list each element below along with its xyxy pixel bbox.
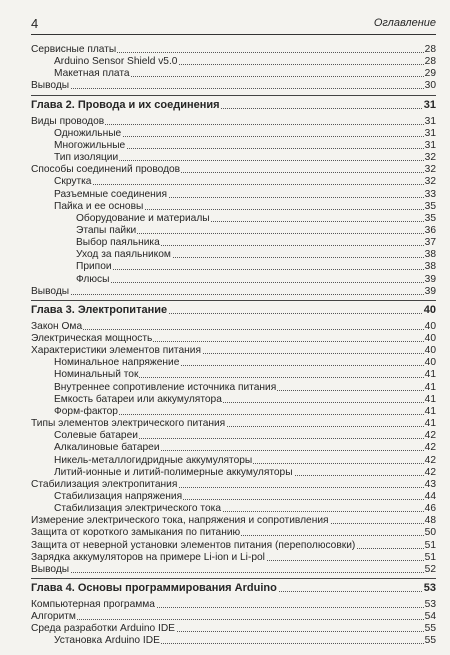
toc-leader-dots: [31, 294, 436, 295]
toc-entry-page: 52: [424, 563, 436, 575]
toc-entry: [31, 502, 436, 515]
toc-entry-title: Стабилизация электропитания: [31, 478, 178, 490]
toc-leader-dots: [31, 572, 436, 573]
toc-entry-page: 38: [424, 249, 436, 261]
toc-chapter: [31, 98, 436, 112]
toc-entry-title: Выводы: [31, 563, 70, 575]
toc-entry-page: 55: [424, 623, 436, 635]
toc-entry: [31, 417, 436, 430]
toc-entry-page: 51: [424, 551, 436, 563]
toc-entry: [31, 598, 436, 611]
toc-entry-title: Выводы: [31, 80, 70, 92]
toc-entry-title: Оборудование и материалы: [76, 212, 210, 224]
toc-entry-page: 42: [424, 466, 436, 478]
toc-entry-title: Глава 3. Электропитание: [31, 303, 168, 316]
toc-entry: [31, 622, 436, 635]
toc-entry-page: 54: [424, 611, 436, 623]
toc-entry-title: Внутреннее сопротивление источника питания: [54, 381, 277, 393]
toc-entry-page: 44: [424, 490, 436, 502]
chapter-divider: [31, 95, 436, 96]
toc-entry: [31, 539, 436, 552]
toc-entry-page: 51: [424, 539, 436, 551]
toc-entry: [31, 127, 436, 140]
toc-entry: [31, 466, 436, 479]
toc-entry-page: 32: [424, 164, 436, 176]
toc-entry-title: Этапы пайки: [76, 224, 137, 236]
toc-entry: [31, 551, 436, 564]
running-header-title: Оглавление: [373, 17, 436, 29]
toc-entry: [31, 212, 436, 225]
toc-entry-title: Флюсы: [76, 273, 110, 285]
toc-entry-page: 36: [424, 224, 436, 236]
toc-entry-page: 28: [424, 44, 436, 55]
toc-entry-title: Защита от короткого замыкания по питанию: [31, 527, 241, 539]
toc-entry-page: 30: [424, 80, 436, 92]
toc-entry-page: 53: [424, 599, 436, 610]
toc-entry-title: Электрическая мощность: [31, 333, 153, 344]
toc-entry: [31, 163, 436, 176]
toc-entry: [31, 236, 436, 249]
toc-entry: [31, 151, 436, 164]
toc-entry: [31, 490, 436, 503]
toc-entry-page: 41: [424, 405, 436, 417]
toc-entry: [31, 563, 436, 576]
toc-entry-title: Одножильные: [54, 127, 122, 139]
toc-entry-title: Защита от неверной установки элементов питания (переполюсовки): [31, 539, 356, 551]
toc-entry-title: Никель-металлогидридные аккумуляторы: [54, 454, 253, 466]
toc-entry-title: Установка Arduino IDE: [54, 635, 160, 647]
toc-entry-page: 46: [424, 503, 436, 515]
page-number: 4: [31, 16, 39, 31]
toc-entry: [31, 285, 436, 298]
toc-entry-page: 28: [424, 56, 436, 68]
toc-entry: [31, 405, 436, 418]
toc-entry-title: Arduino Sensor Shield v5.0: [54, 56, 178, 68]
toc-entry-page: 41: [424, 418, 436, 430]
toc-entry: [31, 224, 436, 237]
toc-entry-page: 41: [424, 369, 436, 381]
toc-entry-page: 40: [424, 333, 436, 344]
toc-entry-title: Скрутка: [54, 176, 92, 188]
toc-entry: [31, 79, 436, 92]
toc-entry: [31, 248, 436, 261]
toc-entry-title: Номинальный ток: [54, 369, 139, 381]
toc-entry-title: Характеристики элементов питания: [31, 345, 201, 357]
toc-entry: [31, 273, 436, 286]
toc-entry-page: 53: [423, 582, 436, 594]
toc-entry-title: Глава 4. Основы программирования Arduino: [31, 582, 277, 594]
toc-entry-title: Алкалиновые батареи: [54, 442, 160, 454]
toc-entry: [31, 634, 436, 647]
toc-entry-title: Форм-фактор: [54, 405, 118, 417]
toc-entry: [31, 344, 436, 357]
toc-entry-title: Виды проводов: [31, 115, 105, 127]
toc-leader-dots: [54, 184, 436, 185]
toc-entry-page: 43: [424, 478, 436, 490]
toc-entry-page: 41: [424, 381, 436, 393]
toc-entry-title: Тип изоляции: [54, 152, 119, 164]
header-rule: [31, 34, 436, 35]
toc-entry-title: Многожильные: [54, 139, 126, 151]
toc-entry-title: Припои: [76, 261, 112, 273]
toc-entry: [31, 320, 436, 333]
toc-entry: [31, 332, 436, 345]
toc-entry-title: Литий-ионные и литий-полимерные аккумуляторы: [54, 466, 293, 478]
toc-chapter: [31, 303, 436, 317]
toc-entry-page: 42: [424, 454, 436, 466]
toc-entry: [31, 393, 436, 406]
toc-entry-page: 40: [424, 320, 436, 332]
toc-entry-page: 29: [424, 68, 436, 80]
toc-entry: [31, 200, 436, 213]
toc-entry-title: Закон Ома: [31, 320, 83, 332]
toc-entry-title: Зарядка аккумуляторов на примере Li-ion и Li-pol: [31, 551, 265, 563]
chapter-divider: [31, 300, 436, 301]
toc-entry-page: 32: [424, 152, 436, 164]
toc-entry-page: 35: [424, 200, 436, 212]
toc-entry-page: 31: [423, 98, 436, 111]
toc-chapter: [31, 581, 436, 595]
toc-entry-page: 32: [424, 176, 436, 188]
toc-entry: [31, 43, 436, 56]
toc-entry-title: Стабилизация электрического тока: [54, 503, 221, 515]
toc-entry-title: Измерение электрического тока, напряжения и сопротивления: [31, 515, 329, 527]
toc-entry-title: Выводы: [31, 285, 70, 297]
toc-entry-title: Пайка и ее основы: [54, 200, 144, 212]
toc-entry-title: Компьютерная программа: [31, 599, 155, 610]
toc-entry-page: 40: [423, 303, 436, 316]
toc-entry: [31, 67, 436, 80]
toc-entry-page: 55: [424, 635, 436, 647]
toc-entry-page: 50: [424, 527, 436, 539]
toc-entry: [31, 139, 436, 152]
toc-entry: [31, 368, 436, 381]
toc-entry-page: 41: [424, 393, 436, 405]
toc-entry: [31, 429, 436, 442]
toc-entry-title: Макетная плата: [54, 68, 130, 80]
toc-entry-page: 48: [424, 515, 436, 527]
page-header: [31, 16, 436, 34]
toc-entry: [31, 441, 436, 454]
toc-leader-dots: [31, 88, 436, 89]
toc-entry-page: 40: [424, 357, 436, 369]
toc-entry-title: Способы соединений проводов: [31, 164, 181, 176]
toc-entry: [31, 55, 436, 68]
toc-entry-page: 42: [424, 442, 436, 454]
toc-entry: [31, 526, 436, 539]
toc-entry: [31, 356, 436, 369]
toc-entry-page: 38: [424, 261, 436, 273]
toc-entry-title: Алгоритм: [31, 611, 76, 623]
toc-entry: [31, 175, 436, 188]
toc-entry-title: Среда разработки Arduino IDE: [31, 623, 175, 635]
toc-entry-page: 33: [424, 188, 436, 200]
toc-entry: [31, 115, 436, 128]
toc-entry: [31, 454, 436, 467]
toc-entry-page: 31: [424, 115, 436, 127]
toc-entry: [31, 514, 436, 527]
toc-entry-page: 37: [424, 237, 436, 249]
toc-entry-title: Емкость батареи или аккумулятора: [54, 393, 222, 405]
chapter-divider: [31, 578, 436, 579]
toc-entry-title: Сервисные платы: [31, 44, 117, 55]
toc-entry-page: 35: [424, 212, 436, 224]
toc-entry-title: Стабилизация напряжения: [54, 490, 183, 502]
toc-leader-dots: [31, 619, 436, 620]
toc-entry-title: Солевые батареи: [54, 430, 138, 442]
toc-leader-dots: [76, 269, 436, 270]
toc-entry: [31, 381, 436, 394]
toc-entry-page: 31: [424, 127, 436, 139]
toc-entry-title: Разъемные соединения: [54, 188, 168, 200]
toc-entry: [31, 478, 436, 491]
toc-entry-title: Глава 2. Провода и их соединения: [31, 98, 220, 111]
toc-entry-page: 39: [424, 273, 436, 285]
toc-entry: [31, 610, 436, 623]
toc-entry-title: Номинальное напряжение: [54, 357, 180, 369]
toc-entry-page: 39: [424, 285, 436, 297]
toc-leader-dots: [31, 329, 436, 330]
toc-entry: [31, 188, 436, 201]
toc-entry-page: 42: [424, 430, 436, 442]
toc-entry: [31, 260, 436, 273]
toc-entry-title: Выбор паяльника: [76, 237, 160, 249]
toc-entry-page: 31: [424, 139, 436, 151]
toc-leader-dots: [76, 282, 436, 283]
toc-entry-title: Типы элементов электрического питания: [31, 418, 226, 430]
toc-entry-title: Уход за паяльником: [76, 249, 171, 261]
toc-entry-page: 40: [424, 345, 436, 357]
